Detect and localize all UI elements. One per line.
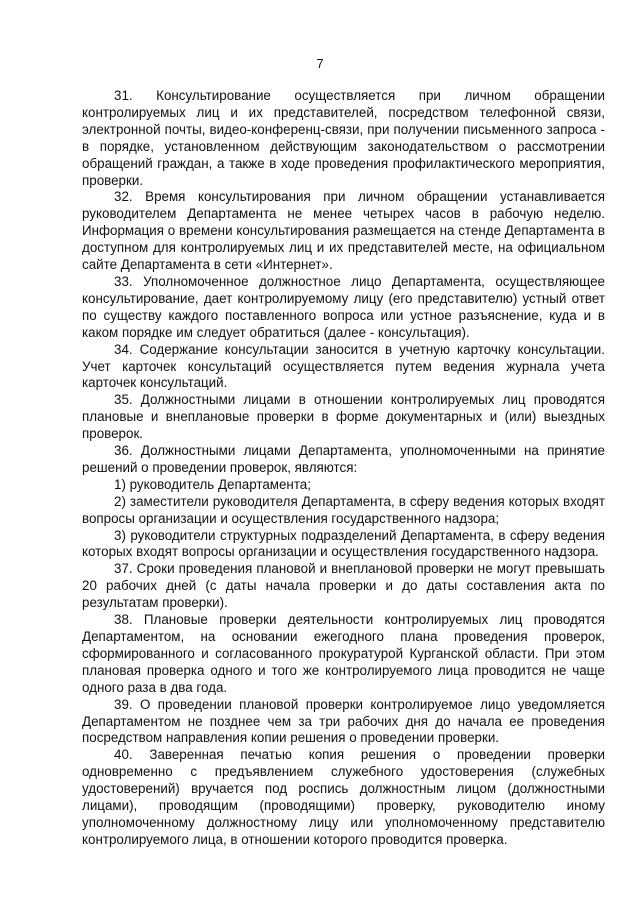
list-item-36-1: 1) руководитель Департамента; (114, 476, 311, 492)
paragraph-31: 31. Консультирование осуществляется при личном обращении контролируемых лиц и их представителей, посредством телефонной связи, электронной почты, видео-конференц-связи, при получении письменного запроса - в порядке, установленном действующим законодательством о рассмотрении обращений граждан, а также в ходе проведения профилактического мероприятия, проверки. (82, 88, 605, 188)
paragraph-34: 34. Содержание консультации заносится в учетную карточку консультации. Учет карточек консультаций осуществляется путем ведения журнала учета карточек консультаций. (82, 341, 605, 391)
page-number: 7 (316, 56, 324, 71)
paragraph-32: 32. Время консультирования при личном обращении устанавливается руководителем Департамента не менее четырех часов в рабочую неделю. Информация о времени консультирования размещается на стенде Департамента в доступном для контролируемых лиц и их представителей месте, на официальном сайте Департамента в сети «Интернет». (82, 189, 605, 273)
paragraph-35: 35. Должностными лицами в отношении контролируемых лиц проводятся плановые и внеплановые проверки в форме документарных и (или) выездных проверок. (82, 392, 605, 442)
list-item-36-3: 3) руководители структурных подразделений Департамента, в сферу ведения которых входят вопросы организации и осуществления государственного надзора. (82, 527, 605, 560)
list-item-36-2: 2) заместители руководителя Департамента, в сферу ведения которых входят вопросы организации и осуществления государственного надзора; (82, 493, 605, 526)
paragraph-40: 40. Заверенная печатью копия решения о проведении проверки одновременно с предъявлением служебного удостоверения (служебных удостоверений) вручается под роспись должностным лицом (должностными лицами), проводящим (проводящими) проверку, руководителю иному уполномоченному должностному лицу или уполномоченному представителю контролируемого лица, в отношении которого проводится проверка. (82, 747, 605, 847)
paragraph-39: 39. О проведении плановой проверки контролируемое лицо уведомляется Департаментом не позднее чем за три рабочих дня до начала ее проведения посредством направления копии решения о проведении проверки. (82, 696, 605, 746)
paragraph-38: 38. Плановые проверки деятельности контролируемых лиц проводятся Департаментом, на основании ежегодного плана проведения проверок, сформированного и согласованного прокуратурой Курганской области. При этом плановая проверка одного и того же контролируемого лица проводится не чаще одного раза в два года. (82, 612, 605, 695)
paragraph-37: 37. Сроки проведения плановой и внеплановой проверки не могут превышать 20 рабочих дней (с даты начала проверки и до даты составления акта по результатам проверки). (82, 561, 605, 611)
paragraph-33: 33. Уполномоченное должностное лицо Департамента, осуществляющее консультирование, дает контролируемому лицу (его представителю) устный ответ по существу каждого поставленного вопроса или устное разъяснение, куда и в каком порядке им следует обратиться (далее - консультация). (82, 273, 605, 340)
paragraph-36: 36. Должностными лицами Департамента, уполномоченными на принятие решений о проведении проверок, являются: (82, 443, 605, 475)
document-body (82, 88, 605, 849)
